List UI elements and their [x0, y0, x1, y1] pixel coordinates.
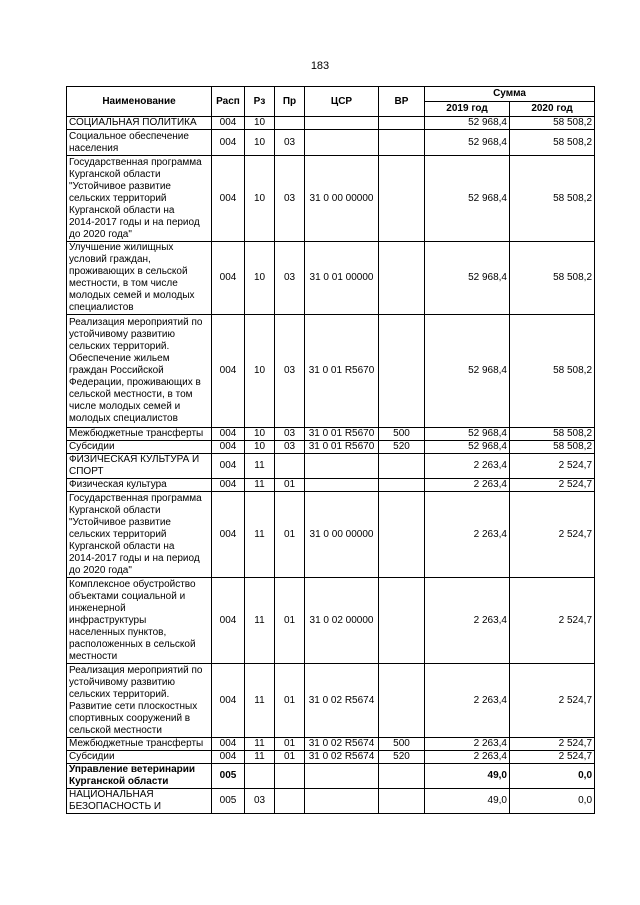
row-name-cell: Управление ветеринарии Курганской области [67, 764, 212, 789]
row-pr-cell: 01 [275, 738, 305, 751]
row-csr-cell: 31 0 02 R5674 [305, 751, 379, 764]
header-2019: 2019 год [425, 102, 510, 117]
header-pr: Пр [275, 87, 305, 117]
row-2020-cell: 58 508,2 [510, 428, 595, 441]
table-row [67, 315, 595, 428]
row-vr-cell [379, 315, 425, 428]
row-rz-cell: 11 [245, 751, 275, 764]
row-2019-cell: 2 263,4 [425, 492, 510, 578]
table-row [67, 492, 595, 578]
row-2019-cell: 2 263,4 [425, 479, 510, 492]
row-pr-cell: 01 [275, 492, 305, 578]
row-2020-cell: 2 524,7 [510, 479, 595, 492]
row-vr-cell [379, 454, 425, 479]
row-pr-cell: 03 [275, 428, 305, 441]
row-vr-cell [379, 664, 425, 738]
row-rz-cell: 03 [245, 789, 275, 814]
row-csr-cell [305, 789, 379, 814]
header-rasp: Расп [212, 87, 245, 117]
row-csr-cell [305, 764, 379, 789]
table-row [67, 428, 595, 441]
row-rasp-cell: 004 [212, 479, 245, 492]
row-csr-cell: 31 0 01 R5670 [305, 441, 379, 454]
row-pr-cell [275, 117, 305, 130]
row-vr-cell [379, 764, 425, 789]
row-2020-cell: 58 508,2 [510, 156, 595, 242]
row-csr-cell: 31 0 02 00000 [305, 578, 379, 664]
row-2020-cell: 58 508,2 [510, 242, 595, 315]
row-name-cell: ФИЗИЧЕСКАЯ КУЛЬТУРА И СПОРТ [67, 454, 212, 479]
row-pr-cell: 03 [275, 315, 305, 428]
row-rz-cell: 11 [245, 664, 275, 738]
row-rz-cell: 10 [245, 242, 275, 315]
row-2020-cell: 58 508,2 [510, 315, 595, 428]
header-sum: Сумма [425, 87, 595, 102]
row-rasp-cell: 004 [212, 315, 245, 428]
row-2020-cell: 58 508,2 [510, 130, 595, 156]
row-csr-cell: 31 0 01 R5670 [305, 428, 379, 441]
row-rz-cell: 10 [245, 117, 275, 130]
row-pr-cell: 01 [275, 664, 305, 738]
page-number: 183 [310, 60, 330, 72]
row-pr-cell: 03 [275, 156, 305, 242]
row-vr-cell [379, 117, 425, 130]
row-csr-cell [305, 117, 379, 130]
row-name-cell: Субсидии [67, 751, 212, 764]
row-rasp-cell: 004 [212, 428, 245, 441]
table-row [67, 441, 595, 454]
row-rasp-cell: 004 [212, 242, 245, 315]
row-rz-cell: 11 [245, 492, 275, 578]
table-row [67, 578, 595, 664]
row-2020-cell: 2 524,7 [510, 578, 595, 664]
row-rz-cell [245, 764, 275, 789]
row-2020-cell: 2 524,7 [510, 454, 595, 479]
row-rz-cell: 10 [245, 315, 275, 428]
row-vr-cell [379, 242, 425, 315]
row-rz-cell: 11 [245, 738, 275, 751]
row-pr-cell: 03 [275, 242, 305, 315]
row-2020-cell: 2 524,7 [510, 751, 595, 764]
header-2020: 2020 год [510, 102, 595, 117]
row-csr-cell: 31 0 01 00000 [305, 242, 379, 315]
row-name-cell: Государственная программа Курганской области "Устойчивое развитие сельских территорий Курганской области на 2014-2017 годы и на период до 2020 года" [67, 492, 212, 578]
row-rasp-cell: 004 [212, 751, 245, 764]
row-2019-cell: 52 968,4 [425, 315, 510, 428]
row-2019-cell: 52 968,4 [425, 428, 510, 441]
table-row [67, 764, 595, 789]
row-2019-cell: 2 263,4 [425, 578, 510, 664]
header-name: Наименование [67, 87, 212, 117]
row-2019-cell: 52 968,4 [425, 242, 510, 315]
budget-table-body [67, 117, 595, 814]
row-vr-cell: 520 [379, 441, 425, 454]
row-rz-cell: 10 [245, 441, 275, 454]
row-vr-cell [379, 130, 425, 156]
row-2019-cell: 2 263,4 [425, 664, 510, 738]
row-name-cell: Субсидии [67, 441, 212, 454]
row-rasp-cell: 004 [212, 664, 245, 738]
row-name-cell: Улучшение жилищных условий граждан, проживающих в сельской местности, в том числе молодых семей и молодых специалистов [67, 242, 212, 315]
row-vr-cell: 520 [379, 751, 425, 764]
row-csr-cell: 31 0 01 R5670 [305, 315, 379, 428]
row-2019-cell: 52 968,4 [425, 117, 510, 130]
row-rz-cell: 10 [245, 428, 275, 441]
row-2019-cell: 2 263,4 [425, 738, 510, 751]
row-vr-cell [379, 479, 425, 492]
row-2019-cell: 52 968,4 [425, 130, 510, 156]
table-row [67, 454, 595, 479]
row-2019-cell: 49,0 [425, 764, 510, 789]
row-2020-cell: 58 508,2 [510, 441, 595, 454]
row-rasp-cell: 004 [212, 117, 245, 130]
row-name-cell: Государственная программа Курганской области "Устойчивое развитие сельских территорий Курганской области на 2014-2017 годы и на период до 2020 года" [67, 156, 212, 242]
row-rasp-cell: 004 [212, 130, 245, 156]
row-csr-cell [305, 479, 379, 492]
row-name-cell: Физическая культура [67, 479, 212, 492]
row-rz-cell: 11 [245, 479, 275, 492]
row-2020-cell: 0,0 [510, 764, 595, 789]
row-name-cell: Реализация мероприятий по устойчивому развитию сельских территорий. Обеспечение жильем граждан Российской Федерации, проживающих в сельской местности, в том числе молодых семей и молодых специалистов [67, 315, 212, 428]
budget-table [66, 86, 595, 814]
row-name-cell: Комплексное обустройство объектами социальной и инженерной инфраструктуры населенных пунктов, расположенных в сельской местности [67, 578, 212, 664]
row-2019-cell: 52 968,4 [425, 441, 510, 454]
row-pr-cell: 01 [275, 479, 305, 492]
row-pr-cell: 03 [275, 441, 305, 454]
row-rz-cell: 10 [245, 156, 275, 242]
row-rasp-cell: 005 [212, 764, 245, 789]
row-csr-cell: 31 0 02 R5674 [305, 664, 379, 738]
table-row [67, 789, 595, 814]
row-pr-cell [275, 764, 305, 789]
row-2020-cell: 2 524,7 [510, 738, 595, 751]
row-rasp-cell: 004 [212, 578, 245, 664]
row-csr-cell [305, 454, 379, 479]
row-name-cell: Реализация мероприятий по устойчивому развитию сельских территорий. Развитие сети плоскостных спортивных сооружений в сельской местности [67, 664, 212, 738]
header-vr: ВР [379, 87, 425, 117]
table-row [67, 664, 595, 738]
header-rz: Рз [245, 87, 275, 117]
row-pr-cell: 01 [275, 751, 305, 764]
row-vr-cell [379, 789, 425, 814]
row-rz-cell: 11 [245, 578, 275, 664]
row-2019-cell: 2 263,4 [425, 454, 510, 479]
row-vr-cell [379, 492, 425, 578]
row-2019-cell: 49,0 [425, 789, 510, 814]
row-rasp-cell: 004 [212, 738, 245, 751]
row-2019-cell: 2 263,4 [425, 751, 510, 764]
row-vr-cell [379, 578, 425, 664]
table-row [67, 751, 595, 764]
row-name-cell: Межбюджетные трансферты [67, 428, 212, 441]
row-pr-cell: 03 [275, 130, 305, 156]
row-csr-cell: 31 0 02 R5674 [305, 738, 379, 751]
row-rasp-cell: 004 [212, 441, 245, 454]
row-pr-cell [275, 789, 305, 814]
table-row [67, 479, 595, 492]
row-name-cell: НАЦИОНАЛЬНАЯ БЕЗОПАСНОСТЬ И [67, 789, 212, 814]
table-row [67, 130, 595, 156]
row-pr-cell: 01 [275, 578, 305, 664]
table-row [67, 117, 595, 130]
row-csr-cell [305, 130, 379, 156]
row-rasp-cell: 005 [212, 789, 245, 814]
row-rz-cell: 11 [245, 454, 275, 479]
row-name-cell: Межбюджетные трансферты [67, 738, 212, 751]
row-vr-cell: 500 [379, 428, 425, 441]
row-2020-cell: 2 524,7 [510, 492, 595, 578]
row-2020-cell: 0,0 [510, 789, 595, 814]
row-name-cell: Социальное обеспечение населения [67, 130, 212, 156]
row-rasp-cell: 004 [212, 492, 245, 578]
row-2020-cell: 58 508,2 [510, 117, 595, 130]
table-row [67, 156, 595, 242]
row-rasp-cell: 004 [212, 156, 245, 242]
row-2020-cell: 2 524,7 [510, 664, 595, 738]
row-vr-cell: 500 [379, 738, 425, 751]
row-csr-cell: 31 0 00 00000 [305, 492, 379, 578]
row-vr-cell [379, 156, 425, 242]
header-csr: ЦСР [305, 87, 379, 117]
row-rasp-cell: 004 [212, 454, 245, 479]
row-csr-cell: 31 0 00 00000 [305, 156, 379, 242]
row-name-cell: СОЦИАЛЬНАЯ ПОЛИТИКА [67, 117, 212, 130]
row-2019-cell: 52 968,4 [425, 156, 510, 242]
row-pr-cell [275, 454, 305, 479]
row-rz-cell: 10 [245, 130, 275, 156]
table-row [67, 738, 595, 751]
table-row [67, 242, 595, 315]
